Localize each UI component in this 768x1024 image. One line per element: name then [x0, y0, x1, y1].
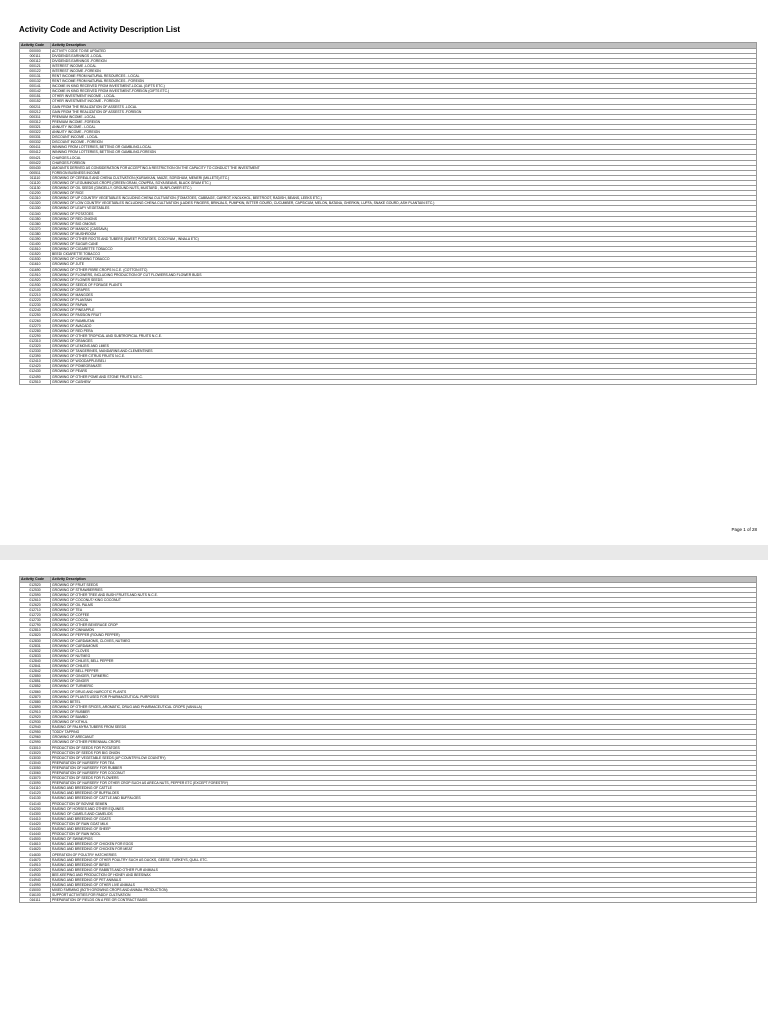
- activity-description-cell: OPERATION OF POULTRY HATCHERIES: [51, 852, 757, 857]
- activity-description-cell: GROWING OF FLOWER SEEDS: [51, 277, 757, 282]
- activity-description-cell: GROWING OF FRUIT SEEDS: [51, 582, 757, 587]
- activity-code-cell: 011930: [20, 282, 51, 287]
- activity-code-cell: 000422: [20, 160, 51, 165]
- activity-code-cell: 012270: [20, 323, 51, 328]
- activity-description-cell: RAISING OF SWINE/PIGS: [51, 837, 757, 842]
- activity-code-cell: 012850: [20, 674, 51, 679]
- activity-code-cell: 012790: [20, 623, 51, 628]
- activity-code-cell: 000212: [20, 109, 51, 114]
- activity-code-cell: 011380: [20, 231, 51, 236]
- activity-description-cell: INCOME IN KIND RECEIVED FROM INVESTMENT-FOREIGN (GIFTS ETC.): [51, 89, 757, 94]
- activity-code-cell: 014620: [20, 847, 51, 852]
- activity-code-cell: 012330: [20, 349, 51, 354]
- activity-description-cell: GROWING OF WOODAPPLE/BELI: [51, 359, 757, 364]
- activity-code-cell: 011320: [20, 201, 51, 206]
- activity-code-cell: 011510: [20, 247, 51, 252]
- activity-table-body: [20, 582, 757, 903]
- activity-code-cell: 012220: [20, 298, 51, 303]
- activity-description-cell: RAISING AND BREEDING OF OTHER POULTRY SUCH AS DUCKS, GEESE, TURKEYS, QUILL ETC.: [51, 857, 757, 862]
- activity-description-cell: PREPARATION OF NURSERY FOR RUBBER: [51, 765, 757, 770]
- activity-code-cell: 012520: [20, 582, 51, 587]
- activity-description-cell: PRODUCTION OF VEGETABLE SEEDS (UP COUNTRY/LOW COUNTRY): [51, 755, 757, 760]
- activity-code-cell: 000121: [20, 63, 51, 68]
- activity-description-cell: GROWING OF COFFEE: [51, 613, 757, 618]
- activity-description-cell: RAISING AND BREEDING OF CHICKEN FOR MEAT: [51, 847, 757, 852]
- column-header-activity-code: Activity Code: [20, 577, 51, 583]
- activity-code-cell: 012610: [20, 597, 51, 602]
- activity-code-cell: 014630: [20, 852, 51, 857]
- activity-code-cell: 012833: [20, 653, 51, 658]
- activity-description-cell: OTHER INVESTMENT INCOME - FOREIGN: [51, 99, 757, 104]
- activity-description-cell: PREPARATION OF NURSERY FOR COCONUT: [51, 770, 757, 775]
- document-page-2: [0, 560, 768, 1024]
- activity-code-cell: 011920: [20, 277, 51, 282]
- page-number: Page 1 of 28: [731, 527, 757, 532]
- activity-description-cell: GROWING OF CASHEW: [51, 379, 757, 384]
- activity-code-cell: 000312: [20, 119, 51, 124]
- activity-description-cell: GROWING OF PEARS: [51, 369, 757, 374]
- activity-description-cell: RAISING AND BREEDING OF CATTLE: [51, 786, 757, 791]
- activity-code-cell: 000332: [20, 140, 51, 145]
- activity-description-cell: GROWING OF RUBBER: [51, 709, 757, 714]
- activity-code-cell: 014130: [20, 796, 51, 801]
- activity-code-cell: 014990: [20, 883, 51, 888]
- activity-code-cell: 000311: [20, 114, 51, 119]
- activity-description-cell: GROWING OF ARECANUT: [51, 735, 757, 740]
- activity-code-cell: 013050: [20, 765, 51, 770]
- activity-description-cell: GROWING OF MANGOES: [51, 293, 757, 298]
- activity-code-cell: 014110: [20, 786, 51, 791]
- activity-code-cell: 012590: [20, 592, 51, 597]
- activity-code-cell: 012430: [20, 369, 51, 374]
- activity-description-cell: RAISING OF PALMYRA TUBERS FROM SEEDS: [51, 725, 757, 730]
- activity-code-cell: 012830: [20, 638, 51, 643]
- activity-description-cell: BEEDI CIGARETTE TOBACCO: [51, 252, 757, 257]
- activity-description-cell: GROWING OF OTHER CITRUS FRUITS N.C.E.: [51, 354, 757, 359]
- activity-code-cell: 000321: [20, 124, 51, 129]
- activity-description-cell: GROWING OF OIL PALMS: [51, 602, 757, 607]
- activity-description-cell: GROWING OF CHILIES, BELL PEPPER: [51, 658, 757, 663]
- activity-code-cell: 000111: [20, 53, 51, 58]
- activity-description-cell: GROWING OF AVACADO: [51, 323, 757, 328]
- activity-description-cell: GROWING OF OTHER BEVERAGE CROP: [51, 623, 757, 628]
- activity-description-cell: GROWING OF POTATOES: [51, 211, 757, 216]
- activity-code-cell: 000141: [20, 84, 51, 89]
- activity-code-cell: 011520: [20, 252, 51, 257]
- activity-description-cell: GROWING OF LEGUMINOUS CROPS (GREEN GRAM, COWPEA, SOYA BEANS, BLACK GRAM ETC.): [51, 180, 757, 185]
- column-header-activity-description: Activity Description: [51, 577, 757, 583]
- activity-description-cell: GROWING OF OIL SEEDS (GINGELLY, GROUND NUTS, MUSTARD , SUNFLOWER ETC.): [51, 186, 757, 191]
- activity-description-cell: AMOUNTS DERIVED AS CONSIDERATION FOR ACCEPTING A RESTRICTION ON THE CAPACITY TO CONDUCT THE INVESTMENT: [51, 165, 757, 170]
- activity-code-cell: 000322: [20, 130, 51, 135]
- activity-description-cell: GROWING OF RAMBUTAN: [51, 318, 757, 323]
- activity-description-cell: RAISING AND BREEDING OF RABBITS AND OTHER FUR ANIMALS: [51, 867, 757, 872]
- activity-description-cell: RAISING AND BREEDING OF GOATS: [51, 816, 757, 821]
- activity-description-cell: GROWING OF UP COUNTRY VEGETABLES INCLUDING CHENA CULTIVATION (TOMATOES, CABBAGE, CARROT, KNOLKHOL, BEETROOT, RADISH, BEANS, LEEKS ETC.): [51, 196, 757, 201]
- activity-description-cell: SUPPORT ACTIVITIES FOR PADDY CULTIVATION: [51, 893, 757, 898]
- activity-code-cell: 011200: [20, 191, 51, 196]
- document-title: Activity Code and Activity Description List: [19, 25, 181, 34]
- activity-code-cell: 012390: [20, 354, 51, 359]
- activity-description-cell: INTEREST INCOME -LOCAL: [51, 63, 757, 68]
- activity-description-cell: GAIN FROM THE REALIZATION OF ASSESTS -FOREIGN: [51, 109, 757, 114]
- activity-code-cell: 014300: [20, 811, 51, 816]
- activity-description-cell: GROWING OF OTHER FIBRE CROPS N.C.E. (COTTON ETC): [51, 267, 757, 272]
- activity-code-cell: 012880: [20, 699, 51, 704]
- activity-description-cell: INTEREST INCOME -FOREIGN: [51, 68, 757, 73]
- activity-description-cell: GROWING OF CARDAMOMS: [51, 643, 757, 648]
- activity-code-cell: 012890: [20, 704, 51, 709]
- activity-description-cell: PRODUCTION OF BOVINE SEMEN: [51, 801, 757, 806]
- activity-description-cell: WINNING FROM LOTTERIES, BETTING OR GAMBLING-FOREIGN: [51, 150, 757, 155]
- activity-description-cell: RAISING AND BREEDING OF CATTLE AND BUFFALOES: [51, 796, 757, 801]
- activity-code-cell: 014420: [20, 821, 51, 826]
- activity-code-cell: 012530: [20, 587, 51, 592]
- activity-description-cell: DIVIDENDS EARNINGS -FOREIGN: [51, 58, 757, 63]
- activity-description-cell: CHARGES-FOREIGN: [51, 160, 757, 165]
- activity-code-cell: 012290: [20, 333, 51, 338]
- activity-code-cell: 016111: [20, 898, 51, 903]
- activity-code-cell: 011360: [20, 221, 51, 226]
- activity-description-cell: RAISING AND BREEDING OF PET ANIMALS: [51, 877, 757, 882]
- activity-code-cell: 013010: [20, 745, 51, 750]
- activity-description-cell: PREMIUM INCOME -FOREIGN: [51, 119, 757, 124]
- activity-code-cell: 015000: [20, 888, 51, 893]
- activity-code-cell: 012990: [20, 740, 51, 745]
- activity-description-cell: ANNUITY INCOME - LOCAL: [51, 124, 757, 129]
- activity-code-cell: 012210: [20, 293, 51, 298]
- activity-code-cell: 012230: [20, 303, 51, 308]
- activity-code-cell: 000152: [20, 99, 51, 104]
- activity-code-cell: 012832: [20, 648, 51, 653]
- activity-code-cell: 014120: [20, 791, 51, 796]
- activity-code-cell: 014920: [20, 867, 51, 872]
- activity-code-cell: 000412: [20, 150, 51, 155]
- activity-description-cell: CHARGES-LOCAL: [51, 155, 757, 160]
- activity-description-cell: GROWING OF LOW COUNTRY VEGETABLES INCLUDING CHENA CULTIVATION (LADIES FINGERS, BRINJALS, PUMPKIN, BITTER GOURD, CUCUMBER, CAPSICUM, MELON, BATANA, GHERKIN, LUFFA, SNAKE GOURD, ASH PLANTAIN ETC.): [51, 201, 757, 206]
- activity-code-cell: 000421: [20, 155, 51, 160]
- activity-code-cell: 014410: [20, 816, 51, 821]
- activity-code-cell: 011120: [20, 180, 51, 185]
- activity-description-cell: GROWING OF PLANTAIN: [51, 298, 757, 303]
- activity-description-cell: RENT INCOME FROM NATURAL RESOURCES - LOCAL: [51, 73, 757, 78]
- activity-code-cell: 000142: [20, 89, 51, 94]
- activity-code-cell: 012320: [20, 343, 51, 348]
- activity-code-cell: 014910: [20, 862, 51, 867]
- activity-description-cell: GROWING OF JUTE: [51, 262, 757, 267]
- activity-description-cell: ANNUITY INCOME - FOREIGN: [51, 130, 757, 135]
- activity-code-cell: 011370: [20, 226, 51, 231]
- activity-description-cell: GAIN FROM THE REALIZATION OF ASSESTS -LOCAL: [51, 104, 757, 109]
- activity-description-cell: GROWING OF ORANGES: [51, 338, 757, 343]
- activity-description-cell: GROWING OF OTHER TROPICAL AND SUBTROPICAL FRUITS N.C.E.: [51, 333, 757, 338]
- activity-code-cell: 000430: [20, 165, 51, 170]
- activity-table: [19, 42, 757, 385]
- activity-code-cell: 012960: [20, 735, 51, 740]
- activity-code-cell: 012240: [20, 308, 51, 313]
- activity-description-cell: GROWING OF PINEAPPLE: [51, 308, 757, 313]
- activity-description-cell: GROWING OF GRAPES: [51, 287, 757, 292]
- activity-code-cell: 012950: [20, 730, 51, 735]
- activity-code-cell: 011130: [20, 186, 51, 191]
- activity-code-cell: 012710: [20, 607, 51, 612]
- activity-description-cell: GROWING OF POMEGRANATE: [51, 364, 757, 369]
- activity-code-cell: 013040: [20, 760, 51, 765]
- activity-code-cell: 012250: [20, 313, 51, 318]
- table-row: [20, 898, 757, 903]
- activity-code-cell: 011340: [20, 211, 51, 216]
- activity-code-cell: 012940: [20, 725, 51, 730]
- activity-description-cell: GROWING OF CEREALS AND CHENA CULTIVATION (KURAKKAN, MAIZE, SORGHUM, MENERI (MILLETS) ETC.): [51, 175, 757, 180]
- activity-code-cell: 012410: [20, 359, 51, 364]
- activity-code-cell: 014670: [20, 857, 51, 862]
- activity-description-cell: GROWING OF TANGERINES, MANDARINS AND CLEMENTINES: [51, 349, 757, 354]
- activity-description-cell: PRODUCTION OF SEEDS FOR BIG ONION: [51, 750, 757, 755]
- activity-code-cell: 000122: [20, 68, 51, 73]
- activity-table: [19, 576, 757, 903]
- activity-description-cell: PREPARATION OF NURSERY FOR TEA: [51, 760, 757, 765]
- activity-code-cell: 014930: [20, 872, 51, 877]
- activity-code-cell: 012420: [20, 364, 51, 369]
- activity-code-cell: 000331: [20, 135, 51, 140]
- activity-code-cell: 013090: [20, 781, 51, 786]
- activity-description-cell: GROWING OF STRAWBERRIES: [51, 587, 757, 592]
- activity-description-cell: GROWING OF OTHER SPICES, AROMATIC, DRUG AND PHARMACEUTICAL CROPS (VANILLA): [51, 704, 757, 709]
- activity-code-cell: 013020: [20, 750, 51, 755]
- activity-code-cell: 012620: [20, 602, 51, 607]
- activity-code-cell: 012810: [20, 628, 51, 633]
- activity-description-cell: BEE-KEEPING AND PRODUCTION OF HONEY AND BEESWAX: [51, 872, 757, 877]
- activity-code-cell: 000211: [20, 104, 51, 109]
- activity-table-body: [20, 48, 757, 384]
- activity-description-cell: PREMIUM INCOME -LOCAL: [51, 114, 757, 119]
- activity-code-cell: 014440: [20, 832, 51, 837]
- activity-description-cell: ACTIVITY CODE TO BE UPDATED: [51, 48, 757, 53]
- activity-code-cell: 016100: [20, 893, 51, 898]
- activity-description-cell: GROWING OF SEEDS OF FORAGE PLANTS: [51, 282, 757, 287]
- activity-description-cell: GROWING OF PAPAW: [51, 303, 757, 308]
- activity-code-cell: 011110: [20, 175, 51, 180]
- activity-code-cell: 014500: [20, 837, 51, 842]
- activity-description-cell: PRODUCTION OF RAW WOOL: [51, 832, 757, 837]
- activity-code-cell: 014140: [20, 801, 51, 806]
- activity-description-cell: GROWING OF BIG ONIONS: [51, 221, 757, 226]
- activity-description-cell: GROWING OF TURMERIC: [51, 684, 757, 689]
- activity-description-cell: GROWING OF RICE: [51, 191, 757, 196]
- activity-code-cell: 011610: [20, 262, 51, 267]
- activity-description-cell: GROWING OF CHILIES: [51, 664, 757, 669]
- activity-description-cell: GROWING OF DRUG AND NARCOTIC PLANTS: [51, 689, 757, 694]
- activity-description-cell: GROWING OF SUGAR CANE: [51, 242, 757, 247]
- activity-description-cell: GROWING OF OTHER PERENNIAL CROPS: [51, 740, 757, 745]
- activity-code-cell: 012831: [20, 643, 51, 648]
- activity-description-cell: PRODUCTION OF RAW GOAT MILK: [51, 821, 757, 826]
- activity-description-cell: MIXED FARMING (BOTH GROWING CROPS AND ANIMAL PRODUCTION): [51, 888, 757, 893]
- activity-description-cell: GROWING OF GINGER, TURMERIC: [51, 674, 757, 679]
- activity-code-cell: 012820: [20, 633, 51, 638]
- activity-code-cell: 000000: [20, 48, 51, 53]
- activity-code-cell: 011310: [20, 196, 51, 201]
- activity-description-cell: GROWING OF COCOA: [51, 618, 757, 623]
- activity-description-cell: DISCOUNT INCOME - LOCAL: [51, 135, 757, 140]
- activity-description-cell: PRODUCTION OF SEEDS FOR POTATOES: [51, 745, 757, 750]
- activity-description-cell: GROWING BETEL: [51, 699, 757, 704]
- activity-code-cell: 013060: [20, 770, 51, 775]
- activity-description-cell: GROWING OF KITHUL: [51, 720, 757, 725]
- activity-description-cell: RAISING AND BREEDING OF BIRDS: [51, 862, 757, 867]
- activity-code-cell: 014200: [20, 806, 51, 811]
- activity-code-cell: 013070: [20, 776, 51, 781]
- activity-code-cell: 012840: [20, 658, 51, 663]
- activity-description-cell: PRODUCTION OF SEEDS FOR FLOWERS: [51, 776, 757, 781]
- activity-code-cell: 012851: [20, 679, 51, 684]
- activity-description-cell: GROWING OF MANIOC (CASSAVA): [51, 226, 757, 231]
- activity-description-cell: GROWING OF COCONUT/ KING COCONUT: [51, 597, 757, 602]
- activity-code-cell: 000151: [20, 94, 51, 99]
- activity-code-cell: 000132: [20, 79, 51, 84]
- activity-code-cell: 011330: [20, 206, 51, 211]
- activity-code-cell: 011390: [20, 236, 51, 241]
- activity-description-cell: GROWING OF RED PERA: [51, 328, 757, 333]
- activity-code-cell: 012490: [20, 374, 51, 379]
- activity-code-cell: 000131: [20, 73, 51, 78]
- column-header-activity-description: Activity Description: [51, 43, 757, 49]
- activity-code-cell: 012720: [20, 613, 51, 618]
- activity-description-cell: GROWING OF PEPPER (ROUND PEPPER): [51, 633, 757, 638]
- activity-code-cell: 012842: [20, 669, 51, 674]
- activity-code-cell: 012260: [20, 318, 51, 323]
- activity-code-cell: 012730: [20, 618, 51, 623]
- activity-code-cell: 000411: [20, 145, 51, 150]
- activity-description-cell: RAISING AND BREEDING OF OTHER LIVE ANIMALS: [51, 883, 757, 888]
- activity-code-cell: 012870: [20, 694, 51, 699]
- activity-description-cell: GROWING OF OTHER POME AND STONE FRUITS N.E.C.: [51, 374, 757, 379]
- activity-code-cell: 012930: [20, 720, 51, 725]
- activity-description-cell: RENT INCOME FROM NATURAL RESOURCES - FOREIGN: [51, 79, 757, 84]
- activity-description-cell: RAISING AND BREEDING OF SHEEP: [51, 827, 757, 832]
- activity-code-cell: 012510: [20, 379, 51, 384]
- activity-description-cell: RAISING OF CAMELS AND CAMELIDS: [51, 811, 757, 816]
- activity-description-cell: GROWING OF PASSION FRUIT: [51, 313, 757, 318]
- activity-code-cell: 014610: [20, 842, 51, 847]
- activity-code-cell: 014430: [20, 827, 51, 832]
- activity-code-cell: 012920: [20, 714, 51, 719]
- activity-description-cell: WINNING FROM LOTTERIES, BETTING OR GAMBLING-LOCAL: [51, 145, 757, 150]
- activity-description-cell: GROWING OF MUSHROOM: [51, 231, 757, 236]
- activity-description-cell: GROWING OF FLOWERS, INCLUDING PRODUCTION OF CUT FLOWERS AND FLOWER BUDS: [51, 272, 757, 277]
- activity-code-cell: 014940: [20, 877, 51, 882]
- activity-code-cell: 000511: [20, 170, 51, 175]
- activity-description-cell: GROWING OF CIGARETTE TOBACCO: [51, 247, 757, 252]
- activity-description-cell: GROWING OF CLOVES: [51, 648, 757, 653]
- activity-code-cell: 012100: [20, 287, 51, 292]
- activity-description-cell: GROWING OF NUTMEG: [51, 653, 757, 658]
- activity-code-cell: 012852: [20, 684, 51, 689]
- table-row: [20, 379, 757, 384]
- activity-description-cell: GROWING OF CARDAMOMS, CLOVES, NUTMEG: [51, 638, 757, 643]
- activity-description-cell: GROWING OF GINGER: [51, 679, 757, 684]
- activity-code-cell: 011530: [20, 257, 51, 262]
- activity-description-cell: GROWING OF OTHER ROOTS AND TUBERS (SWEET POTATOES, COCOYAM , INNALA ETC): [51, 236, 757, 241]
- activity-description-cell: RAISING AND BREEDING OF BUFFALOES: [51, 791, 757, 796]
- activity-description-cell: OTHER INVESTMENT INCOME - LOCAL: [51, 94, 757, 99]
- activity-code-cell: 011690: [20, 267, 51, 272]
- activity-description-cell: DIVIDENDS EARNINGS -LOCAL: [51, 53, 757, 58]
- activity-description-cell: GROWING OF CINNAMON: [51, 628, 757, 633]
- activity-description-cell: GROWING OF TEA: [51, 607, 757, 612]
- activity-description-cell: RAISING AND BREEDING OF CHICKEN FOR EGGS: [51, 842, 757, 847]
- activity-description-cell: GROWING OF BELL PEPPER: [51, 669, 757, 674]
- activity-code-cell: 012310: [20, 338, 51, 343]
- activity-code-cell: 012860: [20, 689, 51, 694]
- activity-description-cell: GROWING OF LEMONS AND LIMES: [51, 343, 757, 348]
- activity-code-cell: 013030: [20, 755, 51, 760]
- activity-description-cell: RAISING OF HORSES AND OTHER EQUINES: [51, 806, 757, 811]
- activity-description-cell: PREPARATION OF NURSERY FOR OTHER CROP SUCH AS ARECA NUTS, PEPPER ETC (EXCEPT FORESTRY): [51, 781, 757, 786]
- activity-code-cell: 011400: [20, 242, 51, 247]
- activity-code-cell: 011910: [20, 272, 51, 277]
- activity-description-cell: GROWING OF LEAFY VEGETABLES: [51, 206, 757, 211]
- activity-code-cell: 011350: [20, 216, 51, 221]
- column-header-activity-code: Activity Code: [20, 43, 51, 49]
- activity-code-cell: 000112: [20, 58, 51, 63]
- activity-description-cell: PREPARATION OF FIELDS ON A FEE OR CONTRACT BASIS: [51, 898, 757, 903]
- activity-code-cell: 012280: [20, 328, 51, 333]
- activity-code-cell: 012841: [20, 664, 51, 669]
- activity-description-cell: DISCOUNT INCOME - FOREIGN: [51, 140, 757, 145]
- activity-description-cell: GROWING OF BAMBO: [51, 714, 757, 719]
- activity-description-cell: GROWING OF PLANTS USED FOR PHARMACEUTICAL PURPOSES: [51, 694, 757, 699]
- activity-code-cell: 012910: [20, 709, 51, 714]
- activity-description-cell: FOREIGN BUSINESS INCOME: [51, 170, 757, 175]
- activity-description-cell: GROWING OF OTHER TREE AND BUSH FRUITS AND NUTS N.C.E.: [51, 592, 757, 597]
- activity-description-cell: TODDY TAPPING: [51, 730, 757, 735]
- activity-description-cell: INCOME IN KIND RECEIVED FROM INVESTMENT-LOCAL (GIFTS ETC.): [51, 84, 757, 89]
- activity-description-cell: GROWING OF RED ONIONS: [51, 216, 757, 221]
- activity-description-cell: GROWING OF CHEWING TOBACCO: [51, 257, 757, 262]
